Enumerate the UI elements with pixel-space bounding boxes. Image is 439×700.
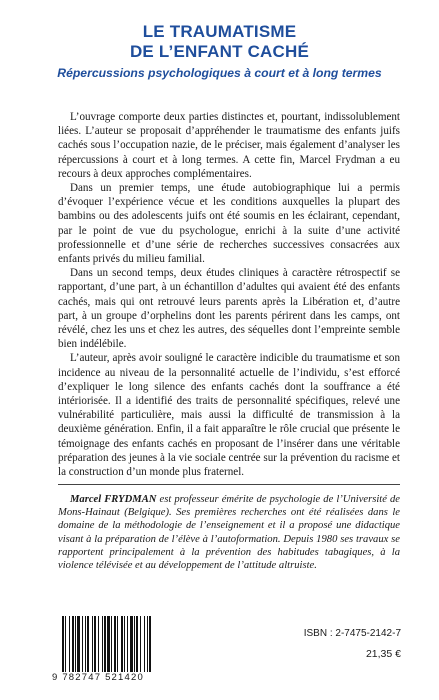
blurb-text <box>58 110 400 479</box>
book-subtitle: Répercussions psychologiques à court et à long termes <box>57 66 382 80</box>
barcode-bars <box>60 616 188 672</box>
book-title-line1: LE TRAUMATISME <box>142 22 297 41</box>
price: 21,35 € <box>365 648 401 660</box>
author-name: Marcel FRYDMAN <box>70 494 157 505</box>
isbn: ISBN : 2-7475-2142-7 <box>303 628 401 639</box>
barcode-digits: 9 782747 521420 <box>52 672 144 683</box>
separator-line <box>58 484 400 485</box>
paragraph: Dans un second temps, deux études cliniques à caractère rétrospectif se rapportant, d’une part, à un échantillon d’adultes qui avaient été des enfants cachés, mais qui ont retrouvé leurs parents après la Libération et, d’autre part, à un groupe d’orphelins dont les parents périrent dans les camps, ont révélé, chez les uns et chez les autres, des séquelles dont l’empreinte semble bien indélébile. <box>58 267 400 351</box>
paragraph: Dans un premier temps, une étude autobiographique lui a permis d’évoquer l’expérience vécue et les conditions auxquelles la plupart des bambins ou des adolescents juifs ont été soumis en les éclairant, cependant, par le point de vue du psychologue, enrichi à la suite d’une activité professionnelle et d’une série de recherches successives consacrées aux enfants privés du milieu familial. <box>58 182 400 266</box>
author-bio-text: est professeur émérite de psychologie de l’Université de Mons-Hainaut (Belgique). Ses premières recherches ont été réalisées dans le domaine de la méthodologie de l’enseignement et il a proposé une didactique visant à la préparation de l’élève à l’autoformation. Depuis 1980 ses travaux se rapportent principalement à la prévention des habitudes tabagiques, à la violence télévisée et au développement de l’attitude altruiste. <box>58 494 400 572</box>
book-title-line2: DE L’ENFANT CACHÉ <box>129 42 310 61</box>
paragraph: L’auteur, après avoir souligné le caractère indicible du traumatisme et son incidence au niveau de la personnalité actuelle de l’individu, s’est efforcé d’expliquer le long silence des enfants cachés dont la souffrance a été intériorisée. Il a identifié des traits de personnalité spécifiques, relevé une vulnérabilité particulière, mais aussi la difficulté de transmission à la deuxième génération. Enfin, il a fait apparaître le rôle crucial que présente le témoignage des enfants cachés en proposant de l’insérer dans une véritable préparation des jeunes à la vie sociale centrée sur la prévention du racisme et la construction d’un monde plus fraternel. <box>58 352 400 479</box>
title-block <box>0 22 439 81</box>
barcode <box>60 616 188 672</box>
paragraph: L’ouvrage comporte deux parties distinctes et, pourtant, indissolublement liées. L’auteur se proposait d’appréhender le traumatisme des enfants juifs cachés sous l’occupation nazie, de le préciser, mais également d’analyser les répercussions à court et à long termes. A cette fin, Marcel Frydman a eu recours à deux approches complémentaires. <box>58 111 400 180</box>
author-bio <box>58 493 400 572</box>
